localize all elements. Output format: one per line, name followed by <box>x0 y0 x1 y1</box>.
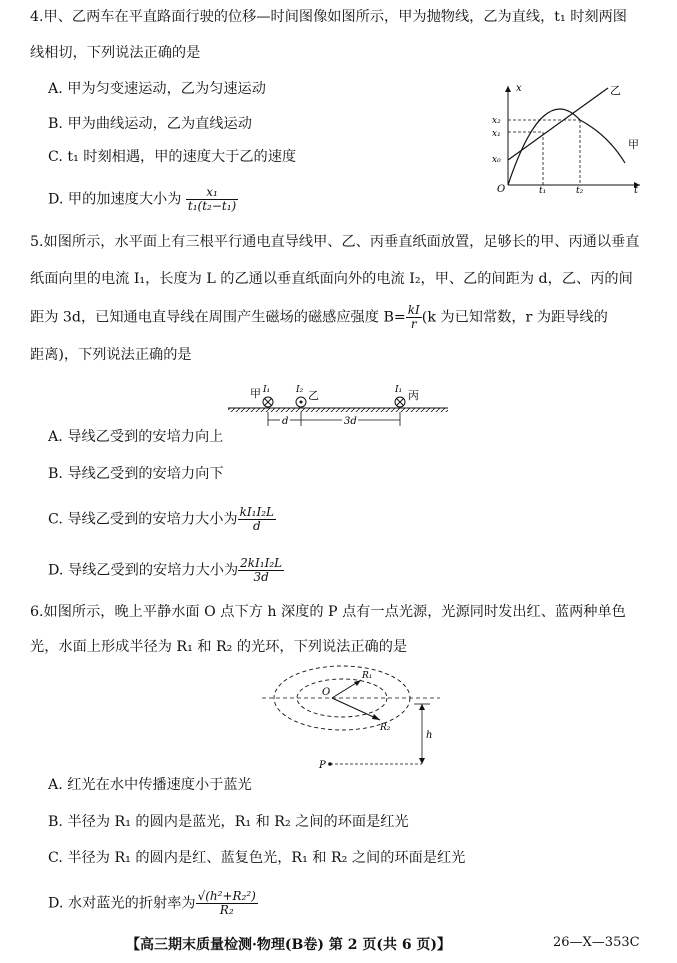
line-yi <box>508 88 608 160</box>
label-jia: 甲 <box>628 138 639 151</box>
label-bing: 丙 <box>408 389 419 402</box>
label-R2: R₂ <box>380 723 391 733</box>
q6-option-d <box>48 890 258 917</box>
label-x: x <box>516 83 522 94</box>
q5-stem-line1: 5.如图所示，水平面上有三根平行通电直导线甲、乙、丙垂直纸面放置，足够长的甲、丙通以垂直 <box>30 234 640 250</box>
q6-option-a: A. 红光在水中传播速度小于蓝光 <box>48 777 252 793</box>
q5-option-c-denominator: d <box>238 519 276 533</box>
label-I1-jia: I₁ <box>263 385 271 395</box>
q6-stem-line2: 光，水面上形成半径为 R₁ 和 R₂ 的光环，下列说法正确的是 <box>30 639 408 655</box>
label-t1: t₁ <box>539 186 547 195</box>
q6-option-d-fraction <box>196 890 258 917</box>
q5-b-formula <box>406 304 422 331</box>
label-origin: O <box>497 184 506 195</box>
q6-stem-line1: 6.如图所示，晚上平静水面 O 点下方 h 深度的 P 点有一点光源，光源同时发出红、蓝两种单色 <box>30 604 626 620</box>
q6-option-d-denominator: R₂ <box>196 903 258 917</box>
page-footer-code: 26—X—353C <box>553 935 640 950</box>
label-d: d <box>282 416 289 427</box>
label-x2: x₂ <box>492 116 501 126</box>
q5-stem-line3-suffix: (k 为已知常数，r 为距导线的 <box>421 309 608 326</box>
q5-option-c <box>48 506 276 533</box>
label-I1-bing: I₁ <box>395 385 403 395</box>
label-O: O <box>322 687 331 698</box>
x-axis-arrow <box>505 86 511 92</box>
q6-option-d-prefix: D. 水对蓝光的折射率为 <box>48 895 196 912</box>
q5-stem-line3 <box>30 304 608 331</box>
label-t2: t₂ <box>576 186 584 195</box>
q4-option-d-numerator: x₁ <box>206 185 218 199</box>
q4-option-c: C. t₁ 时刻相遇，甲的速度大于乙的速度 <box>48 149 297 165</box>
q6-light-figure <box>262 664 442 774</box>
label-I2: I₂ <box>296 385 304 395</box>
q5-stem-line4: 距离)，下列说法正确的是 <box>30 347 192 363</box>
q5-option-a: A. 导线乙受到的安培力向上 <box>48 429 224 445</box>
q5-option-d-numerator: 2kI₁I₂L <box>240 556 283 570</box>
q6-option-b: B. 半径为 R₁ 的圆内是蓝光，R₁ 和 R₂ 之间的环面是红光 <box>48 814 409 830</box>
r2-arrow <box>332 698 380 720</box>
page-footer-title: 【高三期末质量检测·物理(B卷) 第 2 页(共 6 页)】 <box>126 937 452 953</box>
q5-option-c-prefix: C. 导线乙受到的安培力大小为 <box>48 511 238 528</box>
q4-option-d <box>48 186 238 213</box>
q5-b-denominator: r <box>406 317 422 331</box>
q4-xt-graph <box>488 80 648 195</box>
q5-option-b: B. 导线乙受到的安培力向下 <box>48 466 224 482</box>
q4-option-d-denominator: t₁(t₂−t₁) <box>187 199 237 213</box>
q4-option-b: B. 甲为曲线运动，乙为直线运动 <box>48 116 252 132</box>
label-h: h <box>426 730 433 741</box>
q5-option-d-denominator: 3d <box>238 570 284 584</box>
q5-option-c-numerator: kI₁I₂L <box>239 505 274 519</box>
q4-option-d-fraction <box>186 186 238 213</box>
label-P: P <box>319 760 326 771</box>
label-x0: x₀ <box>492 155 501 165</box>
q4-option-a: A. 甲为匀变速运动，乙为匀速运动 <box>48 81 266 97</box>
label-t: t <box>634 185 639 195</box>
label-jia: 甲 <box>250 387 261 400</box>
q4-stem-line1: 4.甲、乙两车在平直路面行驶的位移—时间图像如图所示，甲为抛物线，乙为直线，t₁ 时刻两图 <box>30 9 627 25</box>
q5-option-d-prefix: D. 导线乙受到的安培力大小为 <box>48 562 239 579</box>
q5-option-d <box>48 557 284 584</box>
q6-option-d-numerator: √(h²+R₂²) <box>197 889 256 903</box>
ground-hatch <box>228 408 448 412</box>
q4-stem-line2: 线相切，下列说法正确的是 <box>30 45 201 61</box>
label-R1: R₁ <box>362 671 373 681</box>
q5-stem-line2: 纸面向里的电流 I₁，长度为 L 的乙通以垂直纸面向外的电流 I₂，甲、乙的间距为 d，乙、丙的间 <box>30 271 633 287</box>
q5-option-d-fraction <box>238 557 284 584</box>
label-yi: 乙 <box>308 389 319 402</box>
q4-option-d-prefix: D. 甲的加速度大小为 <box>48 191 182 208</box>
q5-stem-line3-prefix: 距为 3d，已知通电直导线在周围产生磁场的磁感应强度 B= <box>30 309 406 326</box>
label-x1: x₁ <box>492 129 501 139</box>
point-p <box>328 762 332 766</box>
label-3d: 3d <box>344 416 357 427</box>
q5-wires-figure <box>228 380 450 428</box>
label-yi: 乙 <box>610 84 621 97</box>
q5-b-numerator: kI <box>407 303 420 317</box>
q6-option-c: C. 半径为 R₁ 的圆内是红、蓝复色光，R₁ 和 R₂ 之间的环面是红光 <box>48 850 466 866</box>
q5-option-c-fraction <box>238 506 276 533</box>
